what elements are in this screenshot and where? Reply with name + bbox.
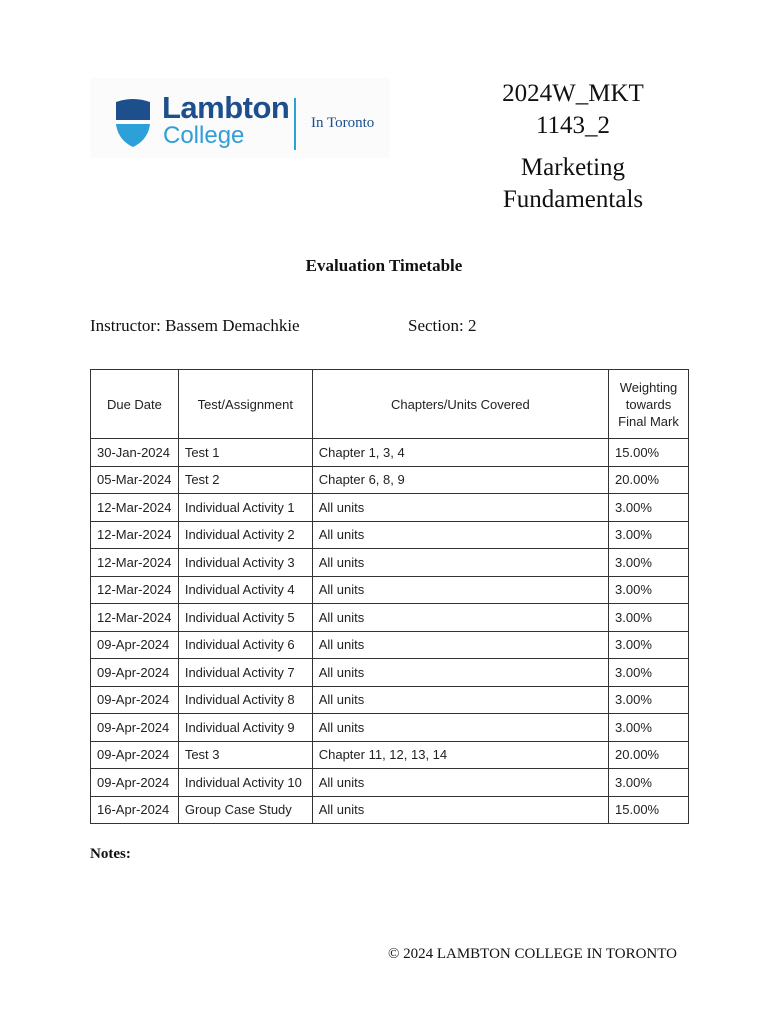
assignment-cell: Individual Activity 7 [178,659,312,687]
table-row [91,686,689,714]
weighting-cell: 3.00% [609,604,689,632]
course-info [480,78,666,216]
section-line: Section: 2 [408,316,477,335]
table-row [91,549,689,577]
weighting-cell: 3.00% [609,686,689,714]
course-code-line-1: 2024W_MKT [502,80,644,107]
due-date-cell: 09-Apr-2024 [91,659,179,687]
assignment-cell: Group Case Study [178,796,312,824]
due-date-cell: 12-Mar-2024 [91,576,179,604]
table-row [91,741,689,769]
due-date-cell: 12-Mar-2024 [91,494,179,522]
header-test-assignment: Test/Assignment [178,370,312,439]
due-date-cell: 12-Mar-2024 [91,604,179,632]
header-chapters-covered: Chapters/Units Covered [312,370,608,439]
table-row [91,439,689,467]
assignment-cell: Individual Activity 3 [178,549,312,577]
course-code-line-2: 1143_2 [535,112,611,139]
table-row [91,521,689,549]
chapters-cell: All units [312,686,608,714]
evaluation-table [90,369,689,824]
due-date-cell: 12-Mar-2024 [91,521,179,549]
chapters-cell: All units [312,659,608,687]
table-row [91,466,689,494]
logo-wordmark-lambton: Lambton [162,90,290,125]
assignment-cell: Individual Activity 8 [178,686,312,714]
assignment-cell: Individual Activity 9 [178,714,312,742]
weighting-cell: 20.00% [609,466,689,494]
due-date-cell: 09-Apr-2024 [91,631,179,659]
due-date-cell: 09-Apr-2024 [91,686,179,714]
weighting-cell: 3.00% [609,659,689,687]
header-due-date: Due Date [91,370,179,439]
assignment-cell: Individual Activity 5 [178,604,312,632]
copyright-footer: © 2024 LAMBTON COLLEGE IN TORONTO [387,946,677,962]
due-date-cell: 09-Apr-2024 [91,714,179,742]
table-header-row [91,370,689,439]
table-row [91,659,689,687]
due-date-cell: 05-Mar-2024 [91,466,179,494]
chapters-cell: All units [312,631,608,659]
weighting-cell: 3.00% [609,521,689,549]
table-row [91,631,689,659]
assignment-cell: Individual Activity 10 [178,769,312,797]
course-name [480,152,666,216]
due-date-cell: 09-Apr-2024 [91,741,179,769]
weighting-cell: 3.00% [609,631,689,659]
table-row [91,576,689,604]
weighting-cell: 15.00% [609,796,689,824]
table-row [91,796,689,824]
logo-wordmark-college: College [163,122,245,149]
weighting-cell: 3.00% [609,714,689,742]
table-row [91,714,689,742]
notes-label: Notes: [90,846,131,862]
assignment-cell: Test 3 [178,741,312,769]
chapters-cell: Chapter 11, 12, 13, 14 [312,741,608,769]
weighting-cell: 3.00% [609,549,689,577]
weighting-cell: 3.00% [609,494,689,522]
chapters-cell: All units [312,796,608,824]
college-logo [90,78,390,158]
table-row [91,769,689,797]
header-weighting: Weighting towards Final Mark [609,370,689,439]
weighting-cell: 20.00% [609,741,689,769]
document-title: Evaluation Timetable [305,256,463,275]
course-name-line-2: Fundamentals [502,186,644,213]
chapters-cell: All units [312,604,608,632]
table-body [91,439,689,824]
chapters-cell: Chapter 1, 3, 4 [312,439,608,467]
assignment-cell: Test 1 [178,439,312,467]
assignment-cell: Individual Activity 2 [178,521,312,549]
table-row [91,604,689,632]
assignment-cell: Individual Activity 1 [178,494,312,522]
chapters-cell: All units [312,769,608,797]
chapters-cell: All units [312,714,608,742]
table-row [91,494,689,522]
chapters-cell: All units [312,549,608,577]
weighting-cell: 3.00% [609,769,689,797]
chapters-cell: Chapter 6, 8, 9 [312,466,608,494]
chapters-cell: All units [312,494,608,522]
due-date-cell: 16-Apr-2024 [91,796,179,824]
course-code [480,78,666,142]
assignment-cell: Individual Activity 4 [178,576,312,604]
shield-icon [114,98,152,148]
due-date-cell: 12-Mar-2024 [91,549,179,577]
weighting-cell: 3.00% [609,576,689,604]
assignment-cell: Test 2 [178,466,312,494]
chapters-cell: All units [312,576,608,604]
course-name-line-1: Marketing [520,154,626,181]
due-date-cell: 09-Apr-2024 [91,769,179,797]
weighting-cell: 15.00% [609,439,689,467]
instructor-line: Instructor: Bassem Demachkie [90,316,300,335]
logo-divider [294,98,296,150]
logo-tagline: In Toronto [311,115,375,131]
chapters-cell: All units [312,521,608,549]
assignment-cell: Individual Activity 6 [178,631,312,659]
due-date-cell: 30-Jan-2024 [91,439,179,467]
